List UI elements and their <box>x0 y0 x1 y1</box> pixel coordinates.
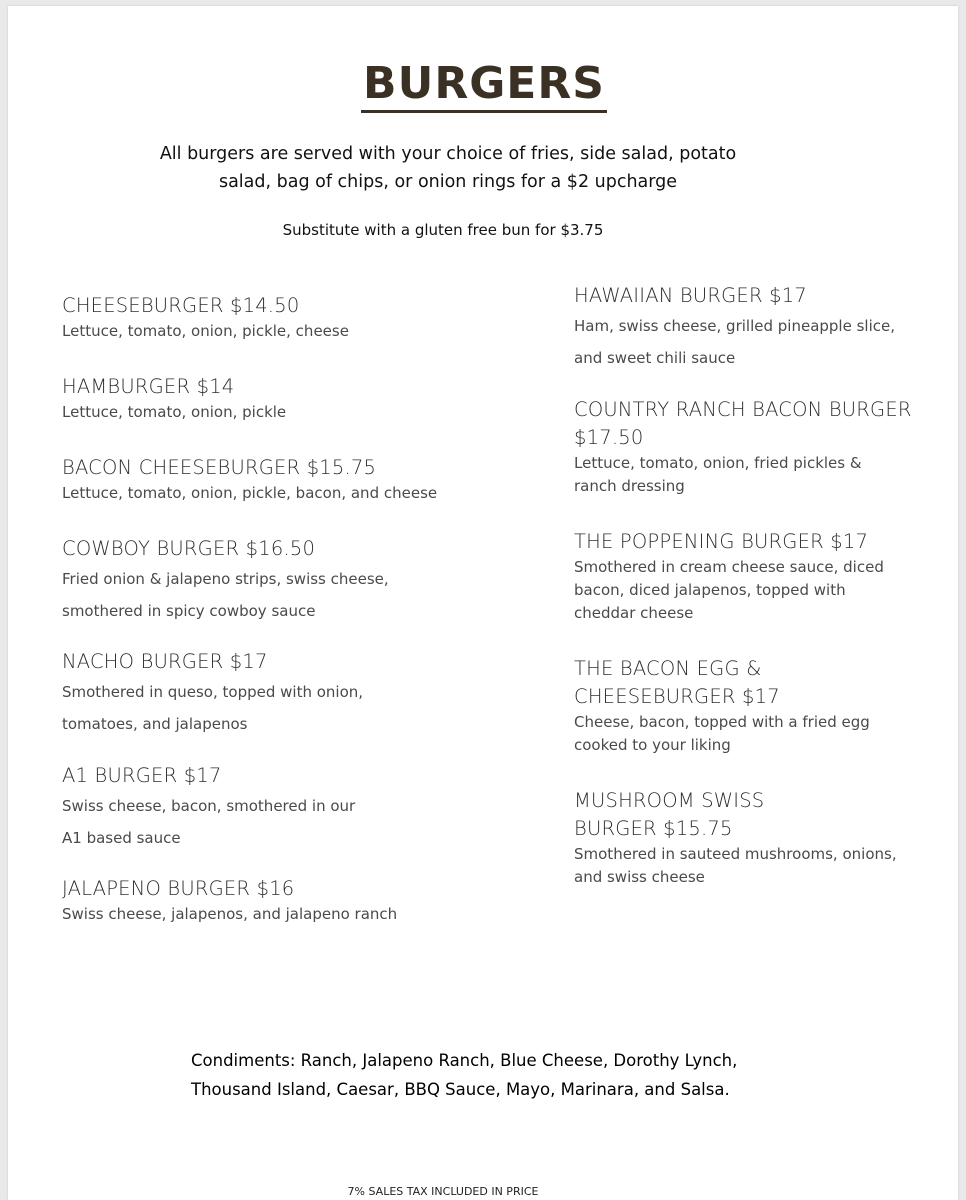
item-desc-line-3: cheddar cheese <box>574 604 694 622</box>
menu-item-bacon-cheeseburger <box>62 454 502 505</box>
item-desc-line-1: Smothered in cream cheese sauce, diced <box>574 558 884 576</box>
menu-page <box>8 6 958 1200</box>
item-name: HAWAIIAN BURGER $17 <box>574 284 807 307</box>
item-desc-line-2: smothered in spicy cowboy sauce <box>62 602 316 620</box>
item-desc-line-2: A1 based sauce <box>62 829 181 847</box>
intro-line-1: All burgers are served with your choice of fries, side salad, potato <box>159 144 737 164</box>
item-name-line-1: COUNTRY RANCH BACON BURGER <box>574 398 912 421</box>
item-name: BACON CHEESEBURGER $15.75 <box>62 456 377 479</box>
item-desc-line-2: tomatoes, and jalapenos <box>62 715 248 733</box>
item-name: COWBOY BURGER $16.50 <box>62 537 316 560</box>
menu-item-bacon-egg-cheeseburger <box>574 655 914 757</box>
item-name-line-1: MUSHROOM SWISS <box>574 789 765 812</box>
item-desc-line-1: Lettuce, tomato, onion, fried pickles & <box>574 454 862 472</box>
item-name: CHEESEBURGER $14.50 <box>62 294 300 317</box>
condiments-line-2: Thousand Island, Caesar, BBQ Sauce, Mayo, Marinara, and Salsa. <box>191 1080 730 1099</box>
item-name: JALAPENO BURGER $16 <box>62 877 295 900</box>
menu-item-cowboy-burger <box>62 535 502 627</box>
intro-line-2: salad, bag of chips, or onion rings for a $2 upcharge <box>218 172 678 192</box>
item-desc: Lettuce, tomato, onion, pickle, bacon, and cheese <box>62 484 438 502</box>
gluten-free-note: Substitute with a gluten free bun for $3.75 <box>282 221 604 239</box>
item-desc-line-1: Ham, swiss cheese, grilled pineapple slice, <box>574 317 895 335</box>
item-desc-line-1: Smothered in queso, topped with onion, <box>62 683 364 701</box>
item-desc-line-2: ranch dressing <box>574 477 685 495</box>
item-desc-line-2: and swiss cheese <box>574 868 705 886</box>
intro-text <box>158 140 738 196</box>
item-desc-line-1: Swiss cheese, bacon, smothered in our <box>62 797 356 815</box>
item-desc-line-2: and sweet chili sauce <box>574 349 736 367</box>
menu-item-nacho-burger <box>62 648 502 740</box>
item-desc: Swiss cheese, jalapenos, and jalapeno ranch <box>62 905 398 923</box>
sales-tax-note: 7% SALES TAX INCLUDED IN PRICE <box>347 1185 539 1198</box>
item-desc: Lettuce, tomato, onion, pickle <box>62 403 287 421</box>
item-name-line-1: THE BACON EGG & <box>574 657 762 680</box>
menu-item-cheeseburger <box>62 292 502 343</box>
title-text: BURGERS <box>361 58 607 113</box>
menu-item-mushroom-swiss-burger <box>574 787 914 889</box>
item-name: THE POPPENING BURGER $17 <box>574 530 869 553</box>
item-name-line-2: BURGER $15.75 <box>574 817 733 840</box>
item-desc-line-2: bacon, diced jalapenos, topped with <box>574 581 846 599</box>
item-desc: Lettuce, tomato, onion, pickle, cheese <box>62 322 349 340</box>
menu-item-hamburger <box>62 373 502 424</box>
menu-item-jalapeno-burger <box>62 875 502 926</box>
item-desc-line-1: Smothered in sauteed mushrooms, onions, <box>574 845 897 863</box>
item-desc-line-2: cooked to your liking <box>574 736 731 754</box>
menu-item-country-ranch-bacon-burger <box>574 396 914 498</box>
menu-item-a1-burger <box>62 762 502 854</box>
menu-title <box>8 58 958 113</box>
item-desc-line-1: Fried onion & jalapeno strips, swiss cheese, <box>62 570 389 588</box>
item-name: HAMBURGER $14 <box>62 375 235 398</box>
menu-item-poppening-burger <box>574 528 914 625</box>
condiments-list <box>191 1046 811 1104</box>
condiments-line-1: Condiments: Ranch, Jalapeno Ranch, Blue Cheese, Dorothy Lynch, <box>191 1051 738 1070</box>
item-desc-line-1: Cheese, bacon, topped with a fried egg <box>574 713 870 731</box>
item-name: NACHO BURGER $17 <box>62 650 268 673</box>
item-name-line-2: $17.50 <box>574 426 644 449</box>
item-name: A1 BURGER $17 <box>62 764 222 787</box>
menu-item-hawaiian-burger <box>574 282 914 374</box>
item-name-line-2: CHEESEBURGER $17 <box>574 685 780 708</box>
